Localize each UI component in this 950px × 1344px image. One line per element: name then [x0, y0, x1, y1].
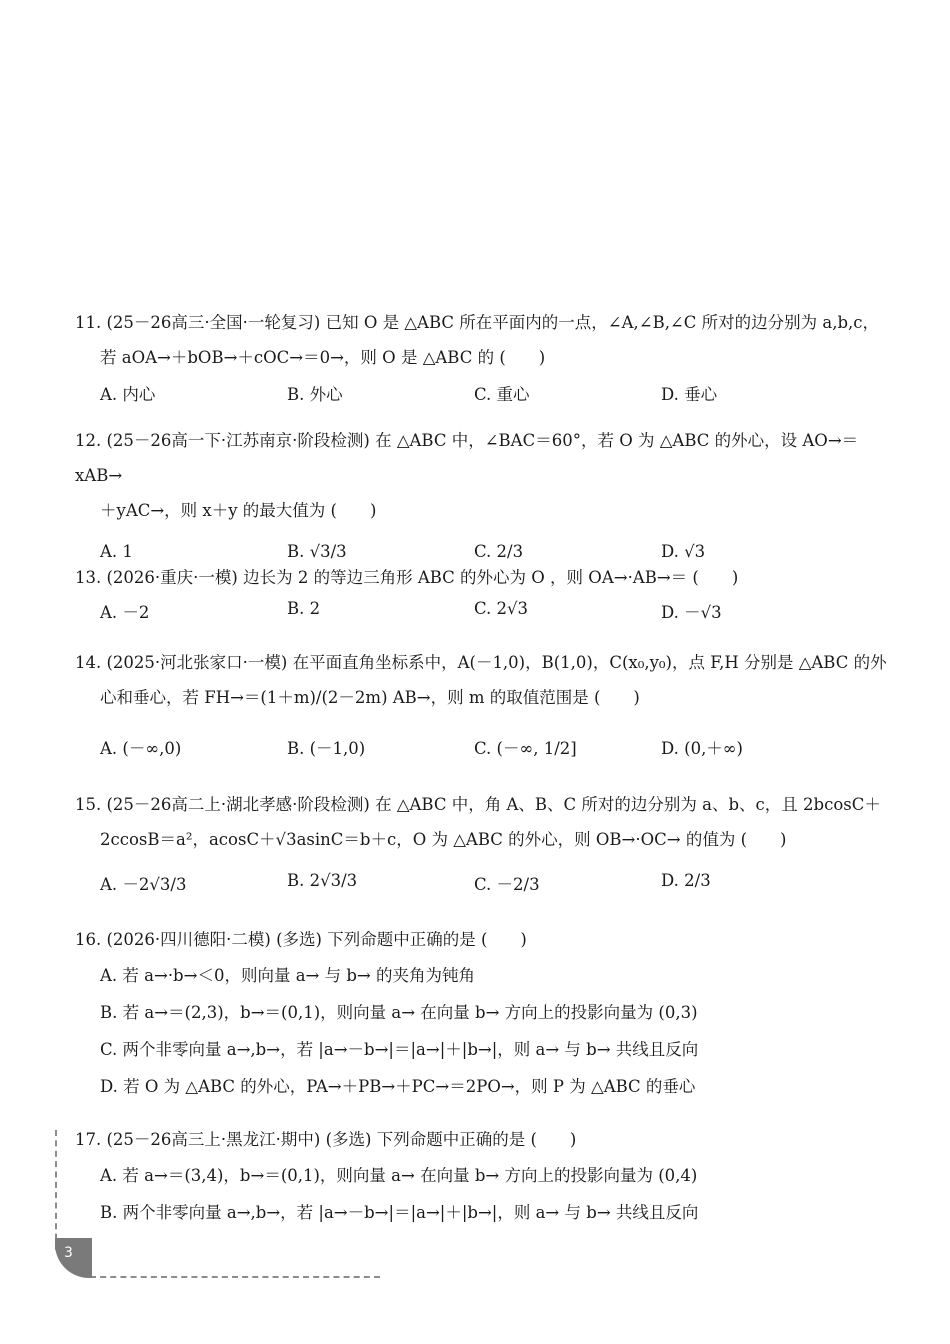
options-row [75, 542, 895, 561]
option-a: A. 若 a→·b→＜0，则向量 a→ 与 b→ 的夹角为钝角 [100, 966, 475, 985]
options-row [75, 381, 895, 405]
question-stem-line: 11. (25－26高三·全国·一轮复习) 已知 O 是 △ABC 所在平面内的一点，∠A,∠B,∠C 所对的边分别为 a,b,c， [75, 313, 880, 332]
question-17 [75, 1122, 895, 1231]
option-a: A. (－∞,0) [100, 739, 182, 758]
page-number-tab [55, 1238, 92, 1278]
options-row [75, 735, 895, 759]
question-14 [75, 645, 895, 759]
option-b: B. 外心 [287, 385, 343, 404]
options-row [75, 871, 895, 895]
question-12 [75, 423, 895, 561]
question-stem-line: 14. (2025·河北张家口·一模) 在平面直角坐标系中，A(－1,0)，B(1,0)，C(x₀,y₀)，点 F,H 分别是 △ABC 的外 [75, 653, 887, 672]
option-a: A. －2√3/3 [100, 875, 187, 894]
option-b: B. 两个非零向量 a→,b→，若 |a→－b→|＝|a→|＋|b→|，则 a→ 与 b→ 共线且反向 [100, 1203, 699, 1222]
question-stem-line: 2ccosB＝a²，acosC＋√3asinC＝b＋c，O 为 △ABC 的外心，则 OB→·OC→ 的值为 ( ) [100, 830, 787, 849]
question-stem-line: ＋yAC→，则 x＋y 的最大值为 ( ) [100, 501, 377, 520]
option-a: A. 1 [100, 542, 133, 561]
question-15 [75, 787, 895, 895]
option-c: C. 2/3 [474, 542, 524, 561]
option-d: D. 2/3 [661, 871, 711, 890]
option-a: A. －2 [100, 603, 150, 622]
option-b: B. (－1,0) [287, 739, 366, 758]
question-stem-line: 17. (25－26高三上·黑龙江·期中) (多选) 下列命题中正确的是 ( ) [75, 1130, 577, 1149]
option-c: C. －2/3 [474, 875, 540, 894]
option-c: C. 重心 [474, 385, 530, 404]
option-d: D. 垂心 [661, 385, 718, 404]
option-d: D. －√3 [661, 603, 722, 622]
option-d: D. √3 [661, 542, 706, 561]
question-16 [75, 922, 895, 1105]
option-b: B. 2√3/3 [287, 871, 358, 890]
margin-dashed-line [55, 1130, 57, 1250]
option-c: C. 2√3 [474, 599, 529, 618]
option-d: D. 若 O 为 △ABC 的外心，PA→＋PB→＋PC→＝2PO→，则 P 为 △ABC 的垂心 [100, 1077, 696, 1096]
question-stem-line: 心和垂心，若 FH→＝(1＋m)/(2－2m) AB→，则 m 的取值范围是 ( ) [100, 688, 640, 707]
footer-dashed-line [90, 1276, 380, 1278]
option-c: C. (－∞, 1/2] [474, 739, 577, 758]
question-stem-line: 13. (2026·重庆·一模) 边长为 2 的等边三角形 ABC 的外心为 O ，则 OA→·AB→＝ ( ) [75, 568, 739, 587]
page-number: 3 [64, 1245, 73, 1261]
question-stem-line: 若 aOA→＋bOB→＋cOC→＝0→，则 O 是 △ABC 的 ( ) [100, 348, 546, 367]
option-b: B. √3/3 [287, 542, 347, 561]
question-13 [75, 560, 895, 623]
option-d: D. (0,＋∞) [661, 739, 743, 758]
options-row [75, 599, 895, 623]
option-a: A. 内心 [100, 385, 156, 404]
question-stem-line: 12. (25－26高一下·江苏南京·阶段检测) 在 △ABC 中，∠BAC＝60°，若 O 为 △ABC 的外心，设 AO→＝xAB→ [75, 431, 859, 485]
option-b: B. 若 a→＝(2,3)，b→＝(0,1)，则向量 a→ 在向量 b→ 方向上的投影向量为 (0,3) [100, 1003, 698, 1022]
question-11 [75, 305, 895, 405]
option-b: B. 2 [287, 599, 321, 618]
question-stem-line: 15. (25－26高二上·湖北孝感·阶段检测) 在 △ABC 中，角 A、B、C 所对的边分别为 a、b、c，且 2bcosC＋ [75, 795, 881, 814]
option-c: C. 两个非零向量 a→,b→，若 |a→－b→|＝|a→|＋|b→|，则 a→ 与 b→ 共线且反向 [100, 1040, 699, 1059]
question-stem-line: 16. (2026·四川德阳·二模) (多选) 下列命题中正确的是 ( ) [75, 930, 527, 949]
option-a: A. 若 a→＝(3,4)，b→＝(0,1)，则向量 a→ 在向量 b→ 方向上的投影向量为 (0,4) [100, 1166, 698, 1185]
